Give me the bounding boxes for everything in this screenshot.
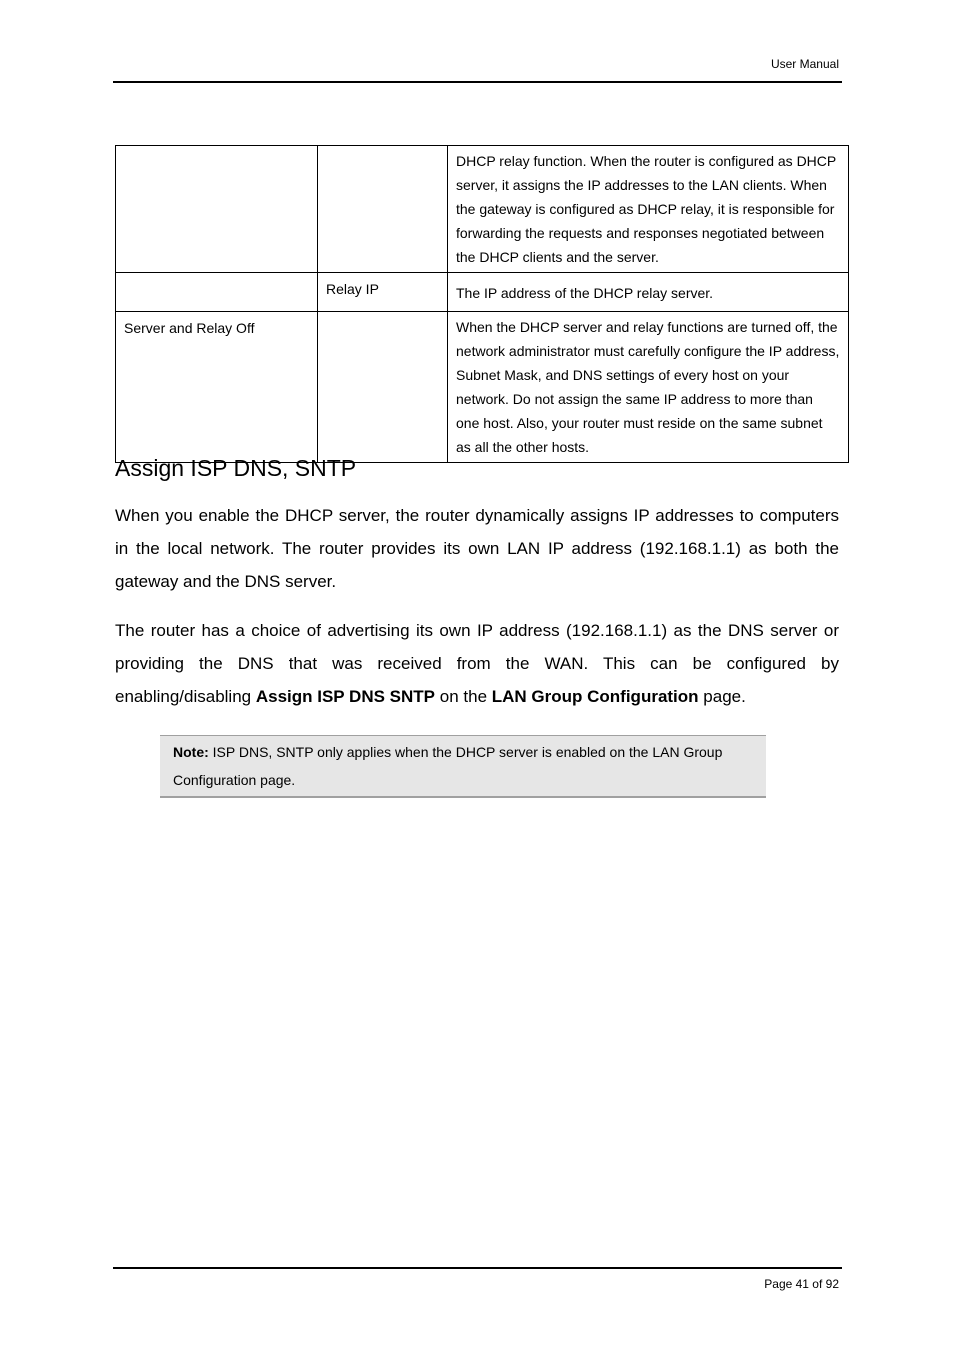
note-label: Note:	[173, 744, 209, 760]
paragraph-text: page.	[698, 687, 746, 706]
table-cell	[116, 273, 318, 312]
bold-term: Assign ISP DNS SNTP	[255, 687, 436, 706]
bold-term: LAN Group Configuration	[491, 687, 699, 706]
header-divider	[113, 81, 842, 83]
page-number: Page 41 of 92	[764, 1277, 839, 1291]
table-cell: DHCP relay function. When the router is configured as DHCP server, it assigns the IP addresses to the LAN clients. When the gateway is configured as DHCP relay, it is responsible for forwarding the requests and responses negotiated between the DHCP clients and the server.	[448, 146, 849, 273]
table-row	[116, 273, 849, 312]
note-text: ISP DNS, SNTP only applies when the DHCP server is enabled on the LAN Group Configuration page.	[173, 744, 723, 788]
table-cell	[318, 312, 448, 463]
footer-divider	[113, 1267, 842, 1269]
header-title: User Manual	[770, 57, 839, 71]
note-box	[160, 735, 766, 798]
parameter-table	[115, 145, 849, 463]
table-cell	[318, 146, 448, 273]
table-cell	[116, 146, 318, 273]
table-cell: Server and Relay Off	[116, 312, 318, 463]
table-row	[116, 312, 849, 463]
section-title: Assign ISP DNS, SNTP	[115, 455, 357, 481]
table-row	[116, 146, 849, 273]
body-paragraph	[115, 614, 839, 713]
table-cell: The IP address of the DHCP relay server.	[448, 273, 849, 312]
paragraph-text: on the	[435, 687, 492, 706]
table-cell: Relay IP	[318, 273, 448, 312]
body-paragraph: When you enable the DHCP server, the router dynamically assigns IP addresses to computers in the local network. The router provides its own LAN IP address (192.168.1.1) as both the gateway and the DNS server.	[115, 506, 839, 591]
paragraph-text: The router has a choice of advertising its own IP address (192.168.1.1) as the DNS server or providing the DNS that was received from the WAN. This can be configured by enabling/disabling	[115, 621, 839, 706]
table-cell: When the DHCP server and relay functions are turned off, the network administrator must carefully configure the IP address, Subnet Mask, and DNS settings of every host on your network. Do not assign the same IP address to more than one host. Also, your router must reside on the same subnet as all the other hosts.	[448, 312, 849, 463]
